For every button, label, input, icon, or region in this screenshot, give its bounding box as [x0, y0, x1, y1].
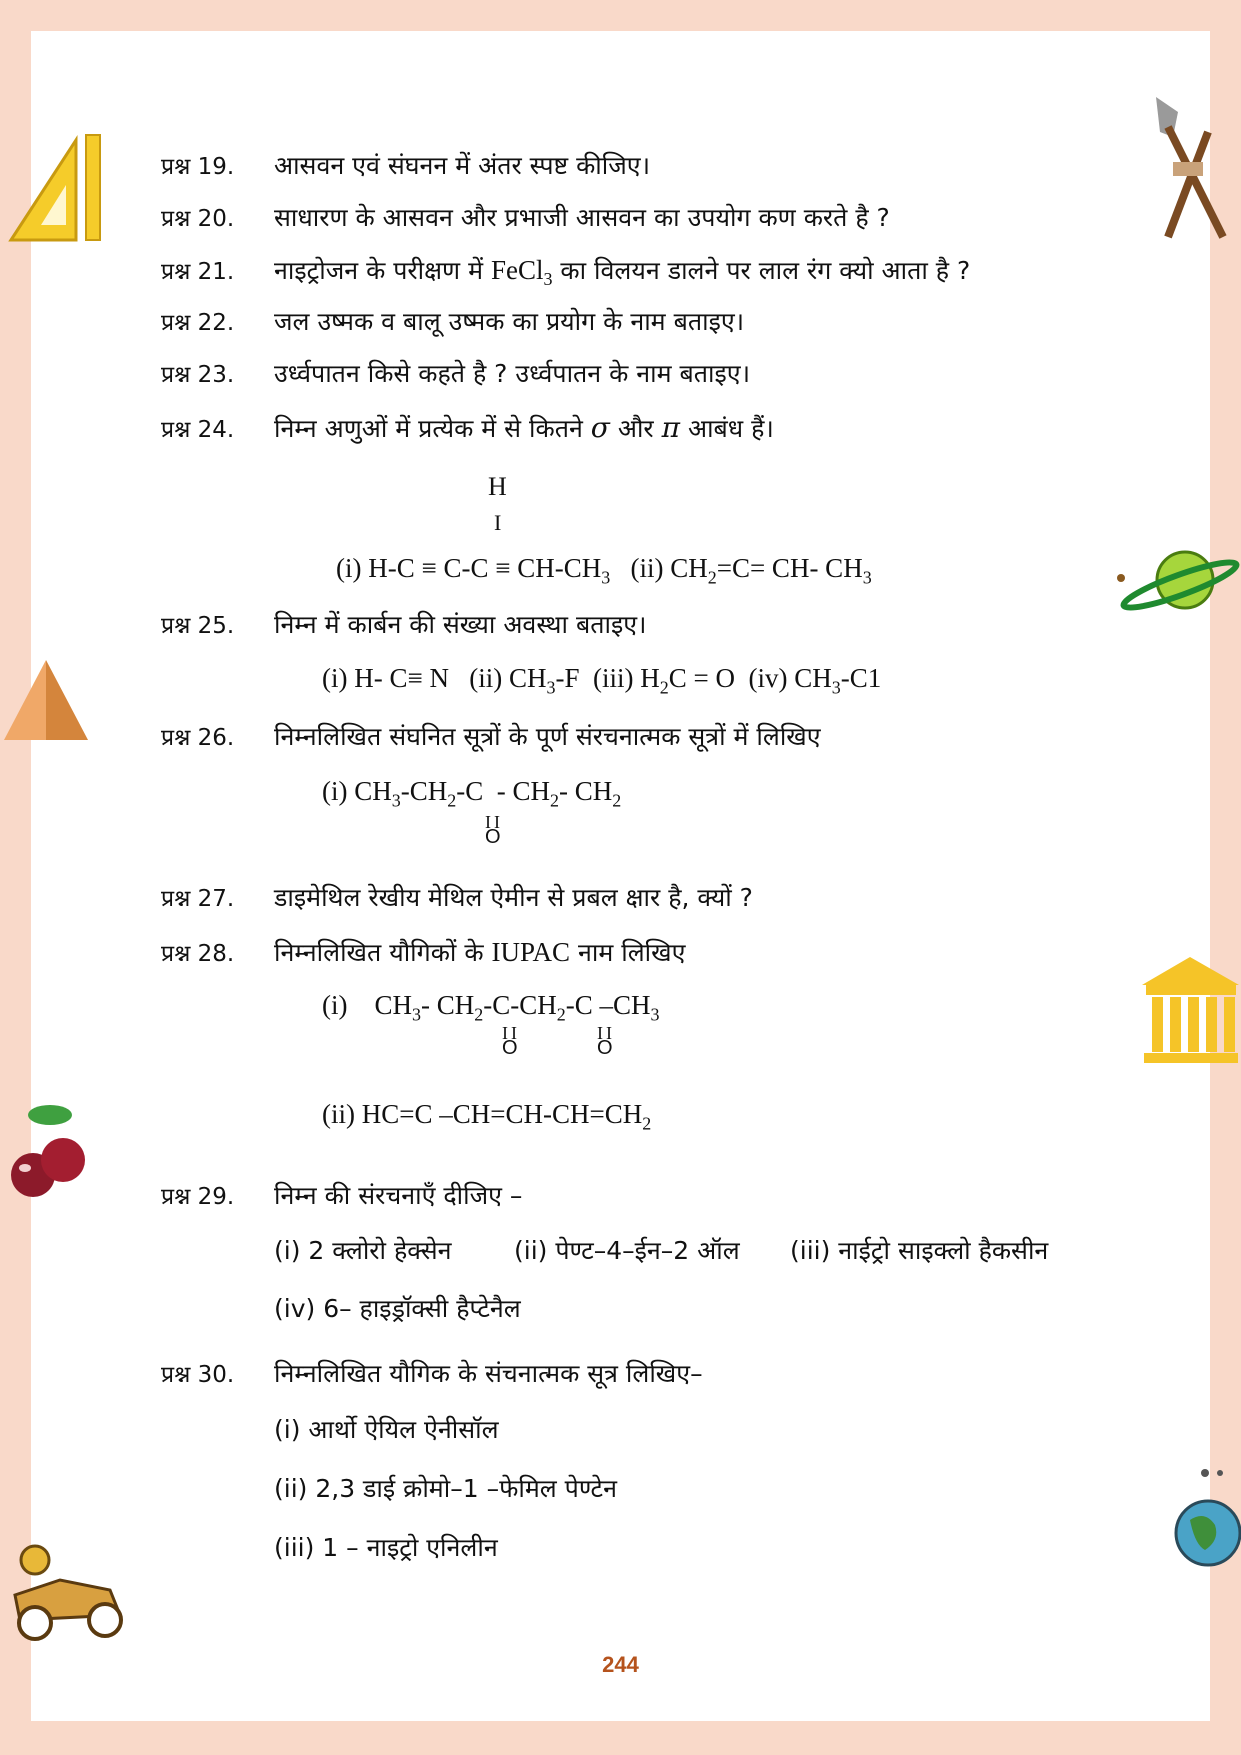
question-number: प्रश्न 26. — [161, 725, 235, 751]
question-number: प्रश्न 29. — [161, 1184, 235, 1210]
formula-iii-cont: C = O — [668, 663, 735, 693]
question-text-cont: आबंध हैं। — [680, 414, 774, 443]
q28-formula-i — [322, 990, 660, 1025]
question-text: साधारण के आसवन और प्रभाजी आसवन का उपयोग कण करते है ? — [274, 203, 890, 232]
formula-ii: (ii) CH — [469, 663, 547, 693]
question-number: प्रश्न 23. — [161, 362, 235, 388]
question-22 — [161, 305, 744, 340]
formula-part: -C-CH — [483, 990, 557, 1020]
subscript: 2 — [707, 567, 717, 588]
subscript: 3 — [391, 790, 401, 811]
q26-formula — [322, 776, 621, 811]
question-26 — [161, 720, 821, 755]
vintage-car-icon — [0, 1535, 130, 1645]
question-number: प्रश्न 30. — [161, 1362, 235, 1388]
question-text: निम्न अणुओं में प्रत्येक में से कितने — [274, 414, 591, 443]
question-number: प्रश्न 19. — [161, 154, 235, 180]
temple-columns-icon — [1140, 955, 1241, 1065]
question-21 — [161, 253, 970, 296]
question-text: नाइट्रोजन के परीक्षण में — [274, 256, 491, 285]
question-23 — [161, 357, 750, 392]
double-bond: II — [485, 812, 503, 832]
pyramid-icon — [2, 655, 90, 745]
planet-saturn-icon — [1115, 545, 1241, 620]
subscript: 2 — [659, 677, 669, 698]
shovel-rake-icon — [1148, 92, 1238, 242]
item-label: (i) — [322, 990, 348, 1020]
question-30 — [161, 1357, 703, 1392]
question-text-mid: और — [609, 414, 662, 443]
item-label: (i) — [322, 776, 348, 806]
question-number: प्रश्न 24. — [161, 417, 235, 443]
formula-part: -CH — [400, 776, 448, 806]
page-number: 244 — [602, 1652, 639, 1677]
pi-symbol: π — [661, 411, 681, 444]
formula-part: HC=C –CH=CH-CH=CH — [361, 1099, 643, 1129]
question-number: प्रश्न 22. — [161, 310, 235, 336]
question-number: प्रश्न 20. — [161, 206, 235, 232]
subscript: 3 — [601, 567, 611, 588]
question-25 — [161, 608, 647, 643]
question-text: निम्न की संरचनाएँ दीजिए – — [274, 1181, 523, 1210]
question-24 — [161, 411, 774, 447]
question-text: निम्नलिखित यौगिक के संचनात्मक सूत्र लिखिए– — [274, 1359, 703, 1388]
subscript: 2 — [474, 1004, 484, 1025]
question-number: प्रश्न 28. — [161, 941, 235, 967]
subscript: 3 — [650, 1004, 660, 1025]
q29-item-i: (i) 2 क्लोरो हेक्सेन — [274, 1236, 452, 1265]
question-text: निम्न में कार्बन की संख्या अवस्था बताइए। — [274, 610, 647, 639]
formula-part: - CH — [490, 776, 550, 806]
question-text-cont: का विलयन डालने पर लाल रंग क्यो आता है ? — [552, 256, 971, 285]
item-label: (ii) — [630, 553, 664, 583]
structure-bond: I — [494, 510, 502, 535]
subscript: 3 — [862, 567, 872, 588]
cherries-icon — [5, 1100, 90, 1210]
question-text: जल उष्मक व बालू उष्मक का प्रयोग के नाम बताइए। — [274, 307, 745, 336]
formula-part: -C — [565, 990, 593, 1020]
formula-ii-cont: -F — [555, 663, 580, 693]
question-20 — [161, 201, 890, 236]
question-number: प्रश्न 27. — [161, 886, 235, 912]
formula-part: –CH — [592, 990, 651, 1020]
question-text: आसवन एवं संघनन में अंतर स्पष्ट कीजिए। — [274, 151, 651, 180]
subscript: 2 — [447, 790, 457, 811]
subscript: 2 — [612, 790, 622, 811]
subscript: 2 — [556, 1004, 566, 1025]
subscript: 3 — [546, 677, 556, 698]
subscript: 3 — [412, 1004, 421, 1025]
formula-iv-cont: -C1 — [840, 663, 882, 693]
chemical-formula: FeCl — [490, 255, 544, 285]
q28-formula-ii — [322, 1099, 651, 1134]
item-label: (i) — [336, 553, 362, 583]
formula-part: CH — [374, 990, 412, 1020]
question-text: डाइमेथिल रेखीय मेथिल ऐमीन से प्रबल क्षार है, क्यों ? — [274, 883, 753, 912]
q29-item-iv: (iv) 6– हाइड्रॉक्सी हैप्टेनैल — [274, 1294, 521, 1323]
formula-iv: (iv) CH — [748, 663, 832, 693]
question-text: उर्ध्वपातन किसे कहते है ? उर्ध्वपातन के नाम बताइए। — [274, 359, 751, 388]
formula-part: CH — [354, 776, 392, 806]
formula-part: -C — [456, 776, 484, 806]
subscript: 3 — [543, 269, 553, 289]
structure-h: H — [488, 472, 507, 501]
q24-formulas — [336, 553, 872, 588]
oxygen-atom: O — [597, 1037, 613, 1059]
q29-item-iii: (iii) नाईट्रो साइक्लो हैकसीन — [790, 1236, 1049, 1265]
iupac-label: IUPAC — [491, 937, 571, 967]
double-bond: II — [597, 1023, 615, 1043]
formula-part: - CH — [421, 990, 475, 1020]
question-28 — [161, 935, 685, 971]
q30-item-iii: (iii) 1 – नाइट्रो एनिलीन — [274, 1533, 498, 1562]
question-19 — [161, 149, 650, 184]
question-text: निम्नलिखित संघनित सूत्रों के पूर्ण संरचनात्मक सूत्रों में लिखिए — [274, 722, 821, 751]
formula-part: - CH — [559, 776, 613, 806]
sigma-symbol: σ — [590, 411, 610, 444]
question-text: निम्नलिखित यौगिकों के — [274, 938, 492, 967]
subscript: 2 — [642, 1113, 652, 1134]
ruler-set-square-icon — [6, 130, 106, 245]
subscript: 2 — [550, 790, 559, 811]
subscript: 3 — [831, 677, 841, 698]
question-number: प्रश्न 21. — [161, 259, 235, 285]
question-number: प्रश्न 25. — [161, 613, 235, 639]
q29-item-ii: (ii) पेण्ट–4–ईन–2 ऑल — [514, 1236, 740, 1265]
question-27 — [161, 881, 753, 916]
q30-item-ii: (ii) 2,3 डाई क्रोमो–1 –फेमिल पेण्टेन — [274, 1474, 617, 1503]
question-text-cont: नाम लिखिए — [570, 938, 686, 967]
formula-ii-cont: =C= CH- CH — [716, 553, 863, 583]
q30-item-i: (i) आर्थो ऐयिल ऐनीसॉल — [274, 1415, 499, 1444]
formula-i: H-C ≡ C-C ≡ CH-CH — [368, 553, 602, 583]
oxygen-atom: O — [485, 826, 501, 848]
formula-ii: CH — [670, 553, 708, 583]
question-29 — [161, 1179, 522, 1214]
q25-formulas — [322, 663, 881, 698]
formula-i: (i) H- C≡ N — [322, 663, 449, 693]
double-bond: II — [502, 1023, 520, 1043]
globe-icon — [1170, 1465, 1241, 1575]
item-label: (ii) — [322, 1099, 355, 1129]
formula-iii: (iii) H — [592, 663, 660, 693]
oxygen-atom: O — [502, 1037, 518, 1059]
